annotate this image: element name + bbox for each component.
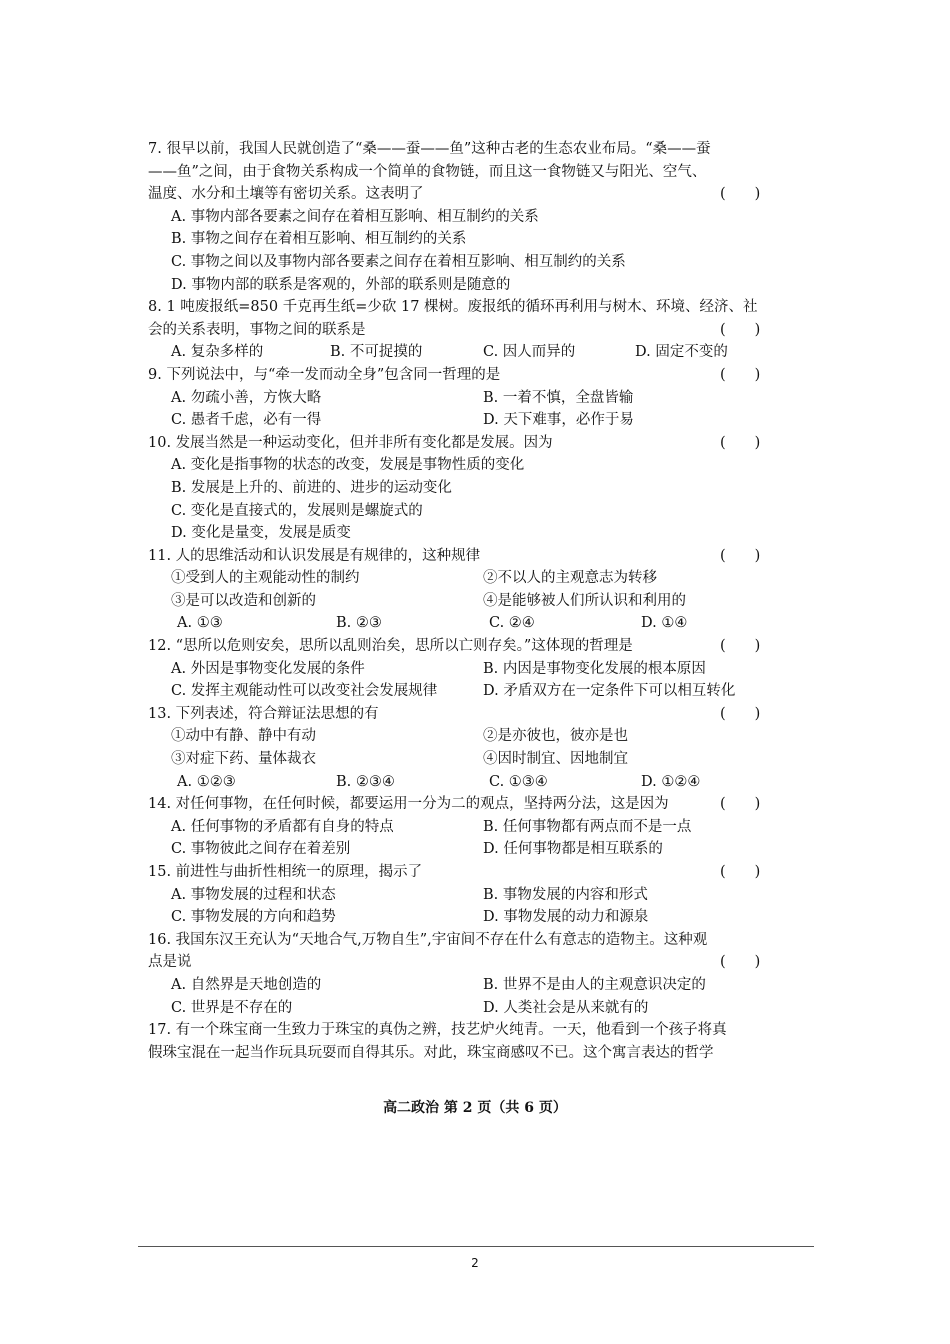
option: D. ①④: [641, 615, 688, 632]
option: D. ①②④: [641, 773, 701, 790]
option-row: [148, 816, 778, 839]
question-stem-line: [148, 138, 778, 161]
answer-blank: ( ): [720, 796, 761, 813]
option-row: [148, 409, 778, 432]
answer-blank: ( ): [720, 186, 761, 203]
option-row: [148, 771, 778, 794]
option: A. 变化是指事物的状态的改变，发展是事物性质的变化: [171, 457, 525, 474]
question-stem-line: [148, 929, 778, 952]
statement: ②不以人的主观意志为转移: [483, 570, 657, 587]
statement: ①受到人的主观能动性的制约: [171, 570, 360, 587]
option-row: [148, 680, 778, 703]
option: B. 任何事物都有两点而不是一点: [483, 818, 692, 835]
answer-blank: ( ): [720, 547, 761, 564]
stem-text: 15. 前进性与曲折性相统一的原理，揭示了: [148, 864, 423, 880]
question-stem-line: [148, 793, 778, 816]
option-row: [148, 838, 778, 861]
question-q9: [148, 364, 778, 432]
option: D. 事物内部的联系是客观的，外部的联系则是随意的: [171, 276, 511, 293]
question-stem-line: [148, 1042, 778, 1065]
option: C. 事物彼此之间存在着差别: [171, 841, 351, 858]
option: A. ①③: [177, 615, 223, 632]
option: A. 复杂多样的: [171, 344, 264, 361]
question-q15: [148, 861, 778, 929]
question-stem-line: [148, 703, 778, 726]
page-number: 2: [471, 1256, 479, 1270]
option: D. 人类社会是从来就有的: [483, 999, 649, 1016]
option-row: [148, 974, 778, 997]
option: D. 天下难事，必作于易: [483, 412, 634, 429]
option: D. 矛盾双方在一定条件下可以相互转化: [483, 683, 736, 700]
statement: ③对症下药、量体裁衣: [171, 751, 316, 768]
answer-blank: ( ): [720, 321, 761, 338]
stem-text: 9. 下列说法中，与“牵一发而动全身”包含同一哲理的是: [148, 366, 501, 383]
option: A. 任何事物的矛盾都有自身的特点: [171, 818, 394, 835]
option: C. ②④: [489, 615, 535, 632]
option-row: [148, 884, 778, 907]
answer-blank: ( ): [720, 434, 761, 451]
option: A. 事物发展的过程和状态: [171, 886, 336, 903]
stem-text: 7. 很早以前，我国人民就创造了“桑——蚕——鱼”这种古老的生态农业布局。“桑——蚕: [148, 141, 711, 157]
option-row: [148, 725, 778, 748]
option: D. 变化是量变，发展是质变: [171, 525, 351, 542]
option-row: [148, 567, 778, 590]
option: C. 事物发展的方向和趋势: [171, 909, 336, 926]
answer-blank: ( ): [720, 954, 761, 971]
stem-text: 14. 对任何事物，在任何时候，都要运用一分为二的观点，坚持两分法，这是因为: [148, 796, 669, 813]
stem-text: 12. “思所以危则安矣，思所以乱则治矣，思所以亡则存矣。”这体现的哲理是: [148, 638, 633, 655]
option-row: [148, 387, 778, 410]
option: B. 世界不是由人的主观意识决定的: [483, 976, 706, 993]
question-stem-line: [148, 364, 778, 387]
question-q13: [148, 703, 778, 793]
stem-text: 温度、水分和土壤等有密切关系。这表明了: [148, 186, 424, 203]
option: A. 自然界是天地创造的: [171, 976, 322, 993]
option: C. 变化是直接式的，发展则是螺旋式的: [171, 502, 423, 519]
stem-text: 假珠宝混在一起当作玩具玩耍而自得其乐。对此，珠宝商感叹不已。这个寓言表达的哲学: [148, 1044, 714, 1061]
question-stem-line: [148, 1019, 778, 1042]
question-stem-line: [148, 861, 778, 884]
option: C. ①③④: [489, 773, 548, 790]
option: C. 因人而异的: [483, 344, 576, 361]
question-q7: [148, 138, 778, 296]
stem-text: 8. 1 吨废报纸=850 千克再生纸=少砍 17 棵树。废报纸的循环再利用与树木、环境、经济、社: [148, 299, 758, 316]
question-q12: [148, 635, 778, 703]
option: B. 发展是上升的、前进的、进步的运动变化: [171, 479, 452, 496]
stem-text: 17. 有一个珠宝商一生致力于珠宝的真伪之辨，技艺炉火纯青。一天，他看到一个孩子将真: [148, 1022, 727, 1039]
option-row: [148, 590, 778, 613]
option: D. 事物发展的动力和源泉: [483, 909, 649, 926]
question-stem-line: [148, 319, 778, 342]
question-stem-line: [148, 635, 778, 658]
question-list: [148, 138, 778, 1064]
question-q11: [148, 545, 778, 635]
option: C. 发挥主观能动性可以改变社会发展规律: [171, 683, 438, 700]
stem-text: 16. 我国东汉王充认为“天地合气,万物自生”,宇宙间不存在什么有意志的造物主。这种观: [148, 931, 708, 948]
option: C. 愚者千虑，必有一得: [171, 412, 322, 429]
stem-text: ——鱼”之间，由于食物关系构成一个简单的食物链，而且这一食物链又与阳光、空气、: [148, 163, 707, 180]
answer-blank: ( ): [720, 705, 761, 722]
option: A. 勿疏小善，方恢大略: [171, 389, 322, 406]
question-q8: [148, 296, 778, 364]
option: C. 世界是不存在的: [171, 999, 293, 1016]
question-stem-line: [148, 545, 778, 568]
statement: ③是可以改造和创新的: [171, 592, 316, 609]
stem-text: 会的关系表明，事物之间的联系是: [148, 321, 366, 338]
option-row: [148, 341, 778, 364]
question-q10: [148, 432, 778, 545]
question-stem-line: [148, 296, 778, 319]
answer-blank: ( ): [720, 864, 761, 880]
option: B. 事物之间存在着相互影响、相互制约的关系: [171, 231, 467, 248]
statement: ④因时制宜、因地制宜: [483, 751, 628, 768]
question-stem-line: [148, 432, 778, 455]
statement: ④是能够被人们所认识和利用的: [483, 592, 686, 609]
option: B. ②③④: [336, 773, 395, 790]
question-q14: [148, 793, 778, 861]
stem-text: 11. 人的思维活动和认识发展是有规律的，这种规律: [148, 547, 481, 564]
option: B. 内因是事物变化发展的根本原因: [483, 660, 706, 677]
option-row: [148, 612, 778, 635]
option-row: [148, 906, 778, 929]
statement: ②是亦彼也，彼亦是也: [483, 728, 628, 745]
option: A. 外因是事物变化发展的条件: [171, 660, 365, 677]
question-q16: [148, 929, 778, 1019]
question-stem-line: [148, 183, 778, 206]
option-row: [148, 658, 778, 681]
stem-text: 点是说: [148, 954, 192, 971]
stem-text: 13. 下列表述，符合辩证法思想的有: [148, 705, 379, 722]
question-stem-line: [148, 161, 778, 184]
option-row: [148, 748, 778, 771]
question-stem-line: [148, 951, 778, 974]
stem-text: 10. 发展当然是一种运动变化，但并非所有变化都是发展。因为: [148, 434, 553, 451]
option-row: [148, 997, 778, 1020]
option: A. ①②③: [177, 773, 236, 790]
answer-blank: ( ): [720, 638, 761, 655]
option: B. 不可捉摸的: [330, 344, 423, 361]
option: D. 固定不变的: [635, 344, 728, 361]
option: C. 事物之间以及事物内部各要素之间存在着相互影响、相互制约的关系: [171, 253, 626, 270]
option: B. ②③: [336, 615, 382, 632]
option: B. 一着不慎，全盘皆输: [483, 389, 634, 406]
footer-divider: [138, 1246, 814, 1247]
statement: ①动中有静、静中有动: [171, 728, 316, 745]
option: A. 事物内部各要素之间存在着相互影响、相互制约的关系: [171, 208, 539, 225]
option: B. 事物发展的内容和形式: [483, 886, 648, 903]
question-q17: [148, 1019, 778, 1064]
page-footer-title: 高二政治 第 2 页（共 6 页）: [383, 1100, 567, 1116]
option: D. 任何事物都是相互联系的: [483, 841, 663, 858]
answer-blank: ( ): [720, 366, 761, 383]
